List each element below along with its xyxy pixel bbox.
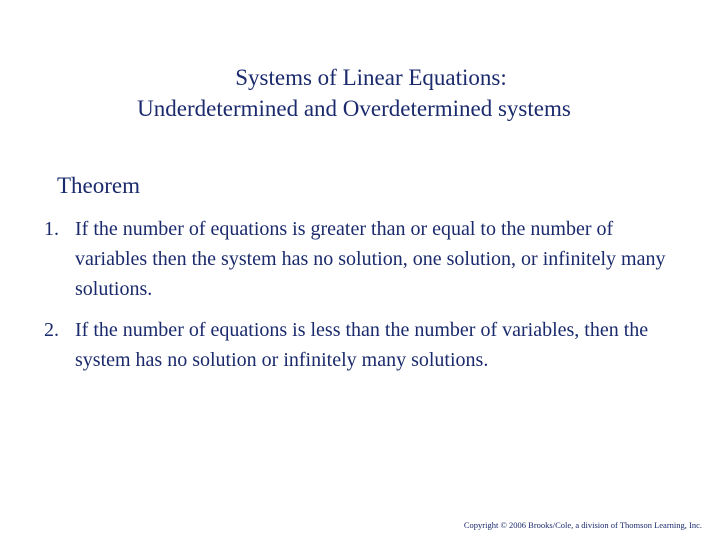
theorem-list — [44, 214, 684, 375]
slide-title — [0, 62, 720, 124]
list-item-number: 1. — [44, 218, 59, 240]
list-item-number: 2. — [44, 319, 59, 341]
list-item — [44, 315, 684, 375]
theorem-heading: Theorem — [57, 173, 141, 198]
list-item-text: If the number of equations is less than the number of variables, then the system has no solution or infinitely many solutions. — [75, 319, 649, 371]
list-item — [44, 214, 684, 304]
list-item-text: If the number of equations is greater than or equal to the number of variables then the system has no solution, one solution, or infinitely many solutions. — [75, 218, 666, 300]
slide-title-line-2: Underdetermined and Overdetermined systems — [137, 96, 571, 121]
slide-title-line-1: Systems of Linear Equations: — [235, 65, 507, 90]
copyright-notice: Copyright © 2006 Brooks/Cole, a division of Thomson Learning, Inc. — [463, 520, 702, 530]
